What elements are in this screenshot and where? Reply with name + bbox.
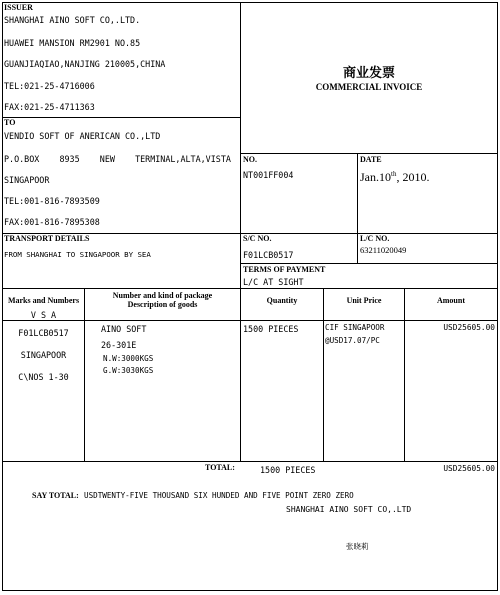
- marks-line-3: SINGAPOOR: [20, 350, 67, 360]
- terms-label: TERMS OF PAYMENT: [243, 265, 326, 274]
- divider-issuer-to: [2, 117, 241, 118]
- issuer-line-4: TEL:021-25-4716006: [4, 81, 95, 91]
- terms-value: L/C AT SIGHT: [243, 277, 304, 287]
- issuer-line-2: HUAWEI MANSION RM2901 NO.85: [4, 38, 141, 48]
- divider-main-v: [240, 2, 241, 288]
- col-divider-4: [404, 288, 405, 462]
- sc-no-label: S/C NO.: [243, 234, 272, 243]
- invoice-no-value: NT001FF004: [243, 170, 294, 180]
- issuer-line-3: GUANJIAQIAO,NANJING 210005,CHINA: [4, 59, 166, 69]
- col-header-amount: Amount: [436, 296, 465, 305]
- date-label: DATE: [360, 155, 382, 164]
- to-line-1: VENDIO SOFT OF ANERICAN CO.,LTD: [4, 131, 161, 141]
- transport-label: TRANSPORT DETAILS: [4, 234, 90, 243]
- date-value: Jan.10th, 2010.: [360, 170, 430, 184]
- divider-no-date: [357, 153, 358, 263]
- marks-line-2: F01LCB0517: [18, 328, 69, 338]
- goods-gw: G.W:3030KGS: [103, 366, 154, 375]
- issuer-line-5: FAX:021-25-4711363: [4, 102, 95, 112]
- to-line-2: P.O.BOX 8935 NEW TERMINAL,ALTA,VISTA: [4, 154, 231, 164]
- unit-price-line-1: CIF SINGAPOOR: [325, 323, 385, 332]
- signer-company: SHANGHAI AINO SOFT CO,.LTD: [286, 505, 412, 514]
- title-chinese: 商业发票: [342, 66, 395, 81]
- border-top: [2, 2, 498, 3]
- total-label: TOTAL:: [205, 463, 235, 472]
- say-total-label: SAY TOTAL:: [32, 491, 79, 500]
- col-header-marks: Marks and Numbers: [7, 296, 80, 305]
- divider-title-no: [240, 153, 498, 154]
- goods-nw: N.W:3000KGS: [103, 354, 154, 363]
- unit-price-line-2: @USD17.07/PC: [325, 336, 380, 345]
- goods-code: 26-301E: [101, 340, 137, 350]
- divider-header-top: [2, 288, 498, 289]
- col-header-desc-1: Number and kind of package: [112, 291, 213, 300]
- to-line-3: SINGAPOOR: [4, 175, 50, 185]
- divider-total: [2, 461, 498, 462]
- col-divider-3: [323, 288, 324, 462]
- col-divider-1: [84, 288, 85, 462]
- title-english: COMMERCIAL INVOICE: [315, 82, 423, 92]
- goods-name: AINO SOFT: [101, 324, 147, 334]
- col-header-desc-2: Description of goods: [127, 300, 198, 309]
- col-header-quantity: Quantity: [266, 296, 298, 305]
- say-total-value: USDTWENTY-FIVE THOUSAND SIX HUNDED AND FIVE POINT ZERO ZERO: [84, 491, 354, 500]
- marks-line-1: V S A: [30, 310, 57, 320]
- to-label: TO: [4, 118, 16, 127]
- invoice-no-label: NO.: [243, 155, 257, 164]
- to-line-4: TEL:001-816-7893509: [4, 196, 100, 206]
- quantity-value: 1500 PIECES: [243, 324, 299, 334]
- total-quantity: 1500 PIECES: [260, 465, 316, 475]
- col-header-unit-price: Unit Price: [346, 296, 382, 305]
- border-right: [497, 2, 498, 591]
- border-bottom: [2, 590, 498, 591]
- divider-sc-terms: [240, 263, 498, 264]
- sc-no-value: F01LCB0517: [243, 250, 294, 260]
- signature: 张晓莉: [346, 542, 369, 551]
- amount-value: USD25605.00: [443, 323, 495, 332]
- to-line-5: FAX:001-816-7895308: [4, 217, 100, 227]
- col-divider-2: [240, 288, 241, 462]
- total-amount: USD25605.00: [443, 464, 495, 473]
- issuer-label: ISSUER: [4, 3, 33, 12]
- issuer-line-1: SHANGHAI AINO SOFT CO,.LTD.: [4, 15, 141, 25]
- lc-no-value: 63211020049: [360, 245, 407, 255]
- marks-line-4: C\NOS 1-30: [18, 372, 69, 382]
- lc-no-label: L/C NO.: [360, 234, 390, 243]
- transport-value: FROM SHANGHAI TO SINGAPOOR BY SEA: [4, 250, 151, 259]
- divider-header-bottom: [2, 320, 498, 321]
